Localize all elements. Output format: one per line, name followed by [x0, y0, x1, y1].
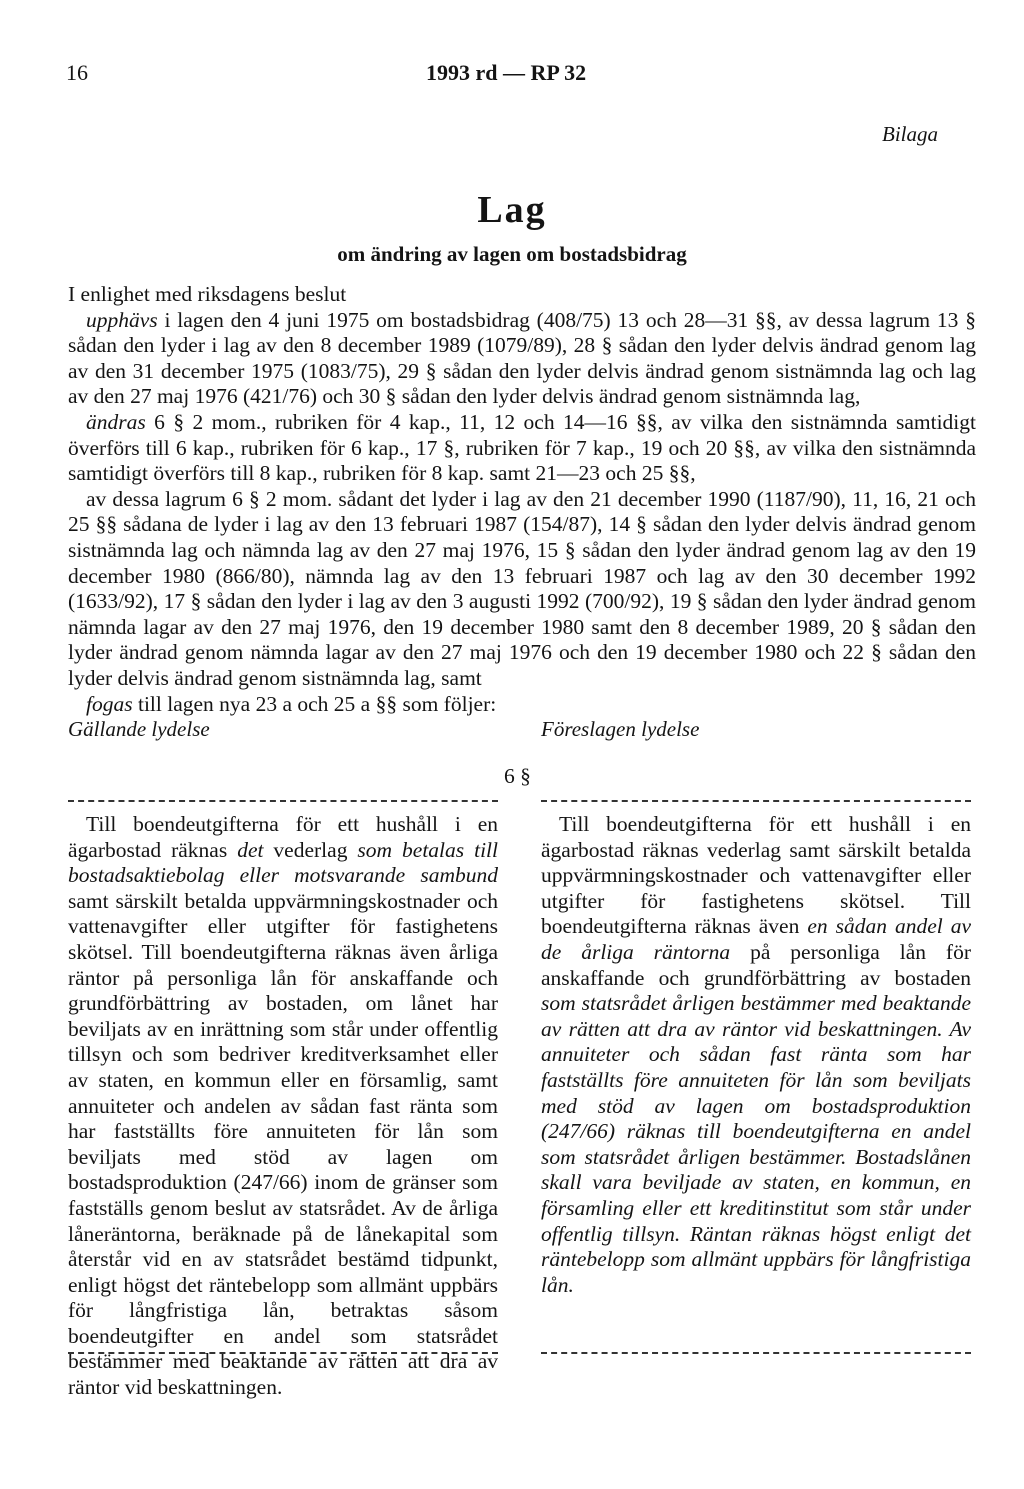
- current-text-part: samt särskilt betalda uppvärmningskostnader och vattenavgifter eller utgifter för fastighetens skötsel. Till boendeutgifterna räknas även årliga räntor på personliga lån för anskaffande och grundförbättring av bostaden, om lånet har beviljats av en inrättning som står under offentlig tillsyn och som bedriver kreditverksamhet eller av staten, en kommun eller en församlig, samt annuiteter och andelen av sådan fast ränta som har fastställts före annuiteten för lån som beviljats med stöd av lagen om bostadsproduktion (247/66) inom de gränser som fastställs genom beslut av statsrådet. Av de årliga låneräntorna, beräknade på de lånekapital som återstår vid en av statsrådet bestämd tidpunkt, enligt högst det räntebelopp som allmänt uppbärs för långfristiga lån, betraktas såsom boendeutgifter en andel som statsrådet bestämmer med beaktande av rätten att dra av räntor vid beskattningen.: [68, 888, 498, 1400]
- amend-text: 6 § 2 mom., rubriken för 4 kap., 11, 12 och 14—16 §§, av vilka den sistnämnda samtidigt överförs till 6 kap., rubriken för 6 kap., 17 §, rubriken för 7 kap., 19 och 20 §§, av vilka den sistnämnda samtidigt överförs till 8 kap., rubriken för 8 kap. samt 21—23 och 25 §§,: [68, 409, 976, 486]
- proposed-version-heading: Föreslagen lydelse: [541, 717, 700, 741]
- current-text-emphasis: det: [237, 837, 264, 862]
- current-text-part: Till boendeutgifterna för ett hushåll i en ägarbostad räknas: [68, 812, 498, 862]
- current-version-text: [68, 812, 498, 1401]
- omission-dash-bottom-right: [541, 1352, 971, 1354]
- annex-label: Bilaga: [882, 122, 938, 146]
- law-subtitle: om ändring av lagen om bostadsbidrag: [337, 242, 687, 266]
- proposed-version-text: [541, 812, 971, 1298]
- proposed-text-emphasis: som statsrådet årligen bestämmer med beaktande av rätten att dra av räntor vid beskattningen. Av annuiteter och sådan fast ränta som har fastställts före annuiteten för lån som beviljats med stöd av lagen om bostadsproduktion (247/66) räknas till boendeutgifterna en andel som statsrådet årligen bestämmer. Bostadslånen skall vara beviljade av staten, en kommun, en församling eller ett kreditinstitut som står under offentlig tillsyn. Räntan räknas högst enligt det räntebelopp som allmänt uppbärs för långfristiga lån.: [541, 991, 971, 1297]
- section-label: 6 §: [504, 764, 531, 788]
- repeal-paragraph: [68, 308, 976, 410]
- omission-dash-top-right: [541, 800, 971, 802]
- proposed-text-part: Till boendeutgifterna för ett hushåll i en ägarbostad räknas vederlag samt särskilt betalda uppvärmningskostnader och vattenavgifter eller utgifter för fastighetens skötsel. Till boendeutgifterna räknas även: [541, 812, 971, 939]
- proposed-paragraph: [541, 812, 971, 1298]
- enacting-clause: [68, 282, 976, 717]
- current-text-emphasis: som betalas till bostadsaktiebolag eller motsvarande sambund: [68, 837, 498, 888]
- proposed-text-part: på personliga lån för anskaffande och grundförbättring av bostaden: [541, 939, 971, 990]
- law-title: Lag: [477, 189, 547, 231]
- document-reference: 1993 rd — RP 32: [426, 60, 587, 85]
- addition-keyword: fogas: [86, 691, 133, 716]
- current-version-heading: Gällande lydelse: [68, 717, 210, 741]
- repeal-keyword: upphävs: [86, 307, 158, 332]
- proposed-text-emphasis: en sådan andel av de årliga räntorna: [541, 914, 972, 964]
- resolution-line: I enlighet med riksdagens beslut: [68, 282, 347, 306]
- page-number: 16: [66, 60, 88, 85]
- amend-keyword: ändras: [86, 409, 146, 434]
- addition-text: till lagen nya 23 a och 25 a §§ som följer:: [132, 691, 497, 716]
- repeal-text: i lagen den 4 juni 1975 om bostadsbidrag (408/75) 13 och 28—31 §§, av dessa lagrum 13 § sådan den lyder i lag av den 8 december 1989 (1079/89), 28 § sådan den lyder delvis ändrad genom lag av den 31 december 1975 (1083/75), 29 § sådan den lyder delvis ändrad genom sistnämnda lag och lag av den 27 maj 1976 (421/76) och 30 § sådan den lyder delvis ändrad genom sistnämnda lag,: [68, 307, 976, 409]
- amend-paragraph: [68, 410, 976, 487]
- addition-paragraph: [68, 692, 976, 718]
- current-text-part: vederlag: [263, 837, 358, 862]
- amend-detail-paragraph: av dessa lagrum 6 § 2 mom. sådant det lyder i lag av den 21 december 1990 (1187/90), 11, 16, 21 och 25 §§ sådana de lyder i lag av den 13 februari 1987 (154/87), 14 § sådan den lyder delvis ändrad genom sistnämnda lag och nämnda lag av den 27 maj 1976, 15 § sådan den lyder ändrad genom lag av den 19 december 1980 (866/80), nämnda lag av den 13 februari 1987 och lag av den 30 december 1992 (1633/92), 17 § sådan den lyder i lag av den 3 augusti 1992 (700/92), 19 § sådan den lyder ändrad genom nämnda lagar av den 27 maj 1976, den 19 december 1980 samt den 8 december 1989, 20 § sådan den lyder ändrad genom nämnda lagar av den 27 maj 1976 och den 19 december 1980 och 22 § sådan den lyder delvis ändrad genom sistnämnda lag, samt: [68, 486, 976, 690]
- omission-dash-bottom-left: [68, 1352, 498, 1354]
- current-paragraph: [68, 812, 498, 1401]
- omission-dash-top-left: [68, 800, 498, 802]
